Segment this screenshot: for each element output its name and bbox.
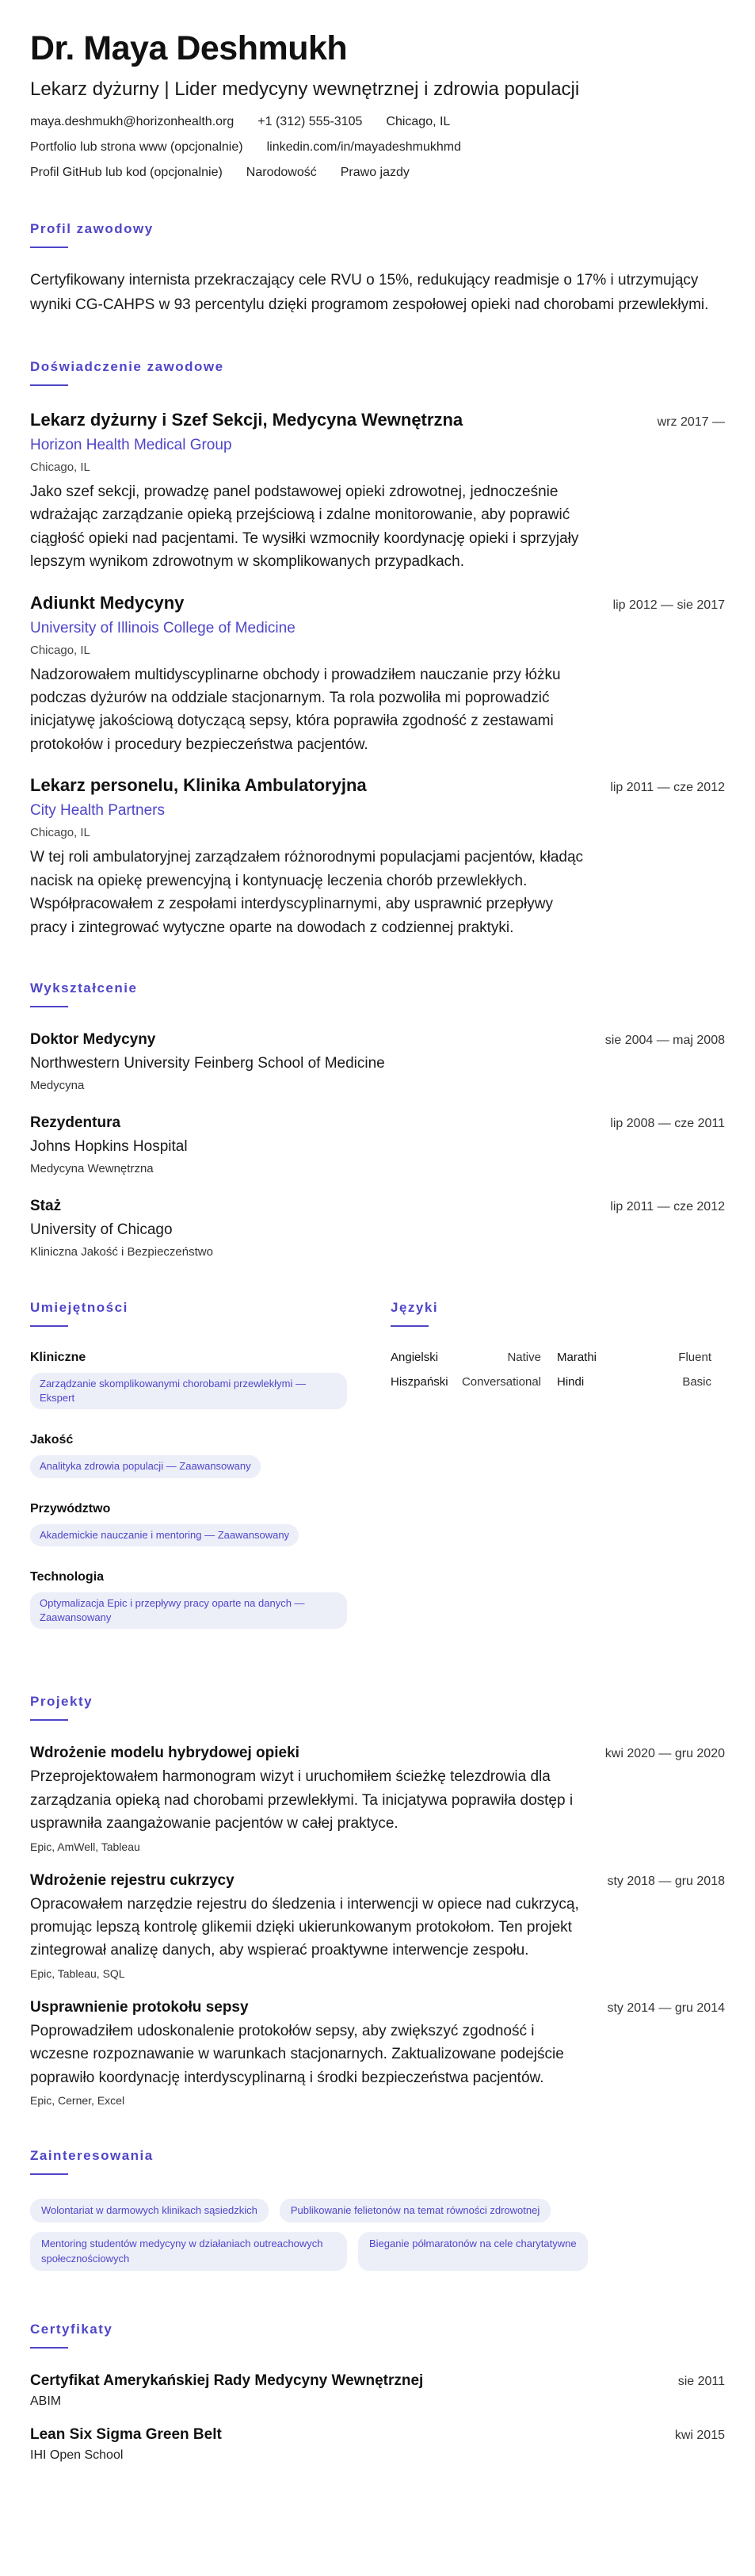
github-link[interactable]: Profil GitHub lub kod (opcjonalnie)	[30, 166, 223, 180]
field-of-study: Medycyna	[30, 1079, 85, 1093]
job-entry	[30, 593, 725, 757]
section-title: Certyfikaty	[30, 2321, 113, 2337]
job-title: Adiunkt Medycyny	[30, 592, 185, 613]
certificate-date: sie 2011	[677, 2374, 725, 2388]
skill-category: Jakość	[30, 1433, 74, 1447]
skill-category: Przywództwo	[30, 1501, 111, 1515]
languages-section	[391, 1300, 719, 1653]
interest-chip: Publikowanie felietonów na temat równości zdrowotnej	[280, 2199, 551, 2222]
skill-category: Kliniczne	[30, 1351, 86, 1365]
education-date: lip 2011 — cze 2012	[610, 1200, 725, 1214]
section-divider	[30, 2347, 68, 2349]
section-divider	[30, 247, 68, 248]
skill-chip: Akademickie nauczanie i mentoring — Zaawansowany	[30, 1524, 299, 1546]
driving-license-text: Prawo jazdy	[340, 166, 410, 180]
job-date: lip 2011 — cze 2012	[610, 781, 725, 795]
job-title: Lekarz personelu, Klinika Ambulatoryjna	[30, 775, 367, 796]
language-level: Basic	[682, 1375, 711, 1389]
certificate-name: Certyfikat Amerykańskiej Rady Medycyny Wewnętrznej	[30, 2372, 424, 2389]
certificates-section	[30, 2322, 725, 2463]
job-description: Nadzorowałem multidyscyplinarne obchody i prowadziłem nauczanie przy łóżku podczas dyżurów na oddziale stacjonarnym. Ta rola pozwoliła mi poprowadzić inicjatywę jakościową dotyczącą sepsy, która poprawiła zgodność z zestawami protokołów i procedury bezpieczeństwa pacjentów.	[30, 666, 561, 753]
project-description: Opracowałem narzędzie rejestru do śledzenia i interwencji w opiece nad cukrzycą, promując lepszą kontrolę glikemii dzięki ukierunkowanym protokołom. Ten projekt zintegrował analizę danych, aby wspierać proaktywne interwencje zespołu.	[30, 1895, 579, 1959]
language-level: Fluent	[678, 1351, 711, 1365]
skill-group	[30, 1433, 359, 1484]
language-level: Native	[507, 1351, 541, 1365]
contact-row	[30, 166, 725, 180]
experience-section	[30, 359, 725, 939]
job-title: Lekarz dyżurny i Szef Sekcji, Medycyna Wewnętrzna	[30, 409, 463, 430]
interest-chip: Mentoring studentów medycyny w działaniach outreachowych społecznościowych	[30, 2232, 347, 2270]
summary-text: Certyfikowany internista przekraczający cele RVU o 15%, redukujący readmisje o 17% i utrzymujący wyniki CG-CAHPS w 93 percentylu dzięki programom zespołowej opieki nad chorobami przewlekłymi.	[30, 272, 709, 314]
section-title: Profil zawodowy	[30, 221, 154, 237]
degree-title: Staż	[30, 1198, 62, 1215]
project-title: Wdrożenie rejestru cukrzycy	[30, 1871, 235, 1889]
interest-chips	[30, 2199, 725, 2280]
skills-languages-row	[30, 1300, 725, 1653]
skill-chip: Analityka zdrowia populacji — Zaawansowany	[30, 1455, 261, 1477]
language-level: Conversational	[461, 1375, 541, 1389]
projects-section	[30, 1694, 725, 2107]
project-entry	[30, 1999, 725, 2107]
summary-section	[30, 221, 725, 318]
section-divider	[30, 1719, 68, 1721]
language-name: Hindi	[557, 1375, 585, 1389]
skill-category: Technologia	[30, 1569, 105, 1584]
person-name: Dr. Maya Deshmukh	[30, 29, 348, 67]
company-name: University of Illinois College of Medicine	[30, 619, 296, 636]
certificate-name: Lean Six Sigma Green Belt	[30, 2425, 222, 2443]
education-entry	[30, 1198, 725, 1259]
language-name: Angielski	[391, 1351, 439, 1365]
school-name: Northwestern University Feinberg School of Medicine	[30, 1055, 385, 1072]
project-technologies: Epic, Cerner, Excel	[30, 2094, 125, 2108]
field-of-study: Kliniczna Jakość i Bezpieczeństwo	[30, 1245, 213, 1259]
skill-group	[30, 1570, 359, 1635]
education-section	[30, 980, 725, 1259]
project-date: sty 2018 — gru 2018	[607, 1874, 725, 1888]
language-name: Marathi	[557, 1351, 597, 1365]
job-location: Chicago, IL	[30, 643, 90, 657]
section-divider	[30, 384, 68, 386]
headline: Lekarz dyżurny | Lider medycyny wewnętrznej i zdrowia populacji	[30, 78, 580, 101]
company-name: Horizon Health Medical Group	[30, 436, 232, 453]
job-entry	[30, 775, 725, 939]
language-name: Hiszpański	[391, 1375, 448, 1389]
phone-link[interactable]: +1 (312) 555-3105	[257, 115, 363, 129]
certificate-entry	[30, 2426, 725, 2463]
job-description: W tej roli ambulatoryjnej zarządzałem różnorodnymi populacjami pacjentów, kładąc nacisk na opiekę prewencyjną i kontynuację leczenia chorób przewlekłych. Współpracowałem z zespołami interdyscyplinarnymi, aby usprawnić przepływy pracy i zintegrować wytyczne oparte na dowodach z codziennej praktyki.	[30, 849, 584, 936]
job-date: lip 2012 — sie 2017	[612, 598, 725, 612]
field-of-study: Medycyna Wewnętrzna	[30, 1162, 154, 1176]
project-technologies: Epic, Tableau, SQL	[30, 1966, 125, 1980]
project-date: sty 2014 — gru 2014	[607, 2001, 725, 2015]
project-technologies: Epic, AmWell, Tableau	[30, 1840, 140, 1853]
job-location: Chicago, IL	[30, 460, 90, 474]
project-entry	[30, 1872, 725, 1980]
section-divider	[391, 1325, 429, 1327]
linkedin-link[interactable]: linkedin.com/in/mayadeshmukhmd	[266, 140, 462, 155]
section-title: Doświadczenie zawodowe	[30, 358, 224, 374]
project-description: Poprowadziłem udoskonalenie protokołów sepsy, aby zwiększyć zgodność i wczesne rozpoznawanie w warunkach stacjonarnych. Zaktualizowane podejście poprawiło koordynację interdyscyplinarną i środki bezpieczeństwa pacjentów.	[30, 2022, 564, 2086]
project-title: Usprawnienie protokołu sepsy	[30, 1998, 249, 2016]
section-title: Zainteresowania	[30, 2148, 154, 2164]
education-entry	[30, 1031, 725, 1092]
company-name: City Health Partners	[30, 802, 166, 820]
section-divider	[30, 2173, 68, 2175]
section-title: Projekty	[30, 1694, 93, 1710]
languages-grid	[391, 1351, 719, 1389]
project-description: Przeprojektowałem harmonogram wizyt i uruchomiłem ścieżkę telezdrowia dla zarządzania opieką nad chorobami przewlekłymi. Ta inicjatywa poprawiła dostęp i usprawniła zaangażowanie pacjentów w całej praktyce.	[30, 1768, 574, 1833]
job-description: Jako szef sekcji, prowadzę panel podstawowej opieki zdrowotnej, jednocześnie wdrażając zarządzanie opieką przejściową i zdalne monitorowanie, aby poprawić ciągłość opieki nad pacjentami. Te wysiłki wzmocniły koordynację opieki i sprzyjały lepszym wynikom zdrowotnym w skomplikowanych przypadkach.	[30, 483, 579, 571]
interests-section	[30, 2148, 725, 2280]
education-date: lip 2008 — cze 2011	[610, 1117, 725, 1131]
contact-row	[30, 115, 725, 129]
skill-group	[30, 1351, 359, 1416]
education-date: sie 2004 — maj 2008	[604, 1034, 725, 1048]
job-date: wrz 2017 —	[657, 415, 725, 429]
section-divider	[30, 1325, 68, 1327]
interest-chip: Bieganie półmaratonów na cele charytatywne	[358, 2232, 588, 2270]
school-name: University of Chicago	[30, 1221, 173, 1239]
education-entry	[30, 1114, 725, 1175]
skill-chip: Zarządzanie skomplikowanymi chorobami przewlekłymi — Ekspert	[30, 1373, 347, 1409]
resume-header	[30, 30, 725, 180]
skills-section	[30, 1300, 359, 1653]
project-entry	[30, 1745, 725, 1852]
school-name: Johns Hopkins Hospital	[30, 1138, 188, 1156]
section-title: Wykształcenie	[30, 980, 138, 996]
contact-row	[30, 140, 725, 155]
certificate-date: kwi 2015	[674, 2428, 725, 2442]
email-link[interactable]: maya.deshmukh@horizonhealth.org	[30, 115, 235, 129]
section-divider	[30, 1006, 68, 1007]
project-title: Wdrożenie modelu hybrydowej opieki	[30, 1745, 299, 1762]
interest-chip: Wolontariat w darmowych klinikach sąsiedzkich	[30, 2199, 269, 2222]
skill-group	[30, 1502, 359, 1553]
certificate-issuer: IHI Open School	[30, 2448, 124, 2462]
certificate-entry	[30, 2372, 725, 2409]
portfolio-link[interactable]: Portfolio lub strona www (opcjonalnie)	[30, 140, 243, 155]
degree-title: Rezydentura	[30, 1114, 121, 1132]
nationality-text: Narodowość	[246, 166, 317, 180]
section-title: Języki	[391, 1300, 439, 1316]
section-title: Umiejętności	[30, 1300, 128, 1316]
degree-title: Doktor Medycyny	[30, 1031, 156, 1049]
skill-chip: Optymalizacja Epic i przepływy pracy oparte na danych — Zaawansowany	[30, 1592, 347, 1629]
certificate-issuer: ABIM	[30, 2394, 62, 2408]
location-text: Chicago, IL	[386, 115, 451, 129]
job-entry	[30, 410, 725, 574]
project-date: kwi 2020 — gru 2020	[604, 1747, 725, 1761]
job-location: Chicago, IL	[30, 826, 90, 840]
